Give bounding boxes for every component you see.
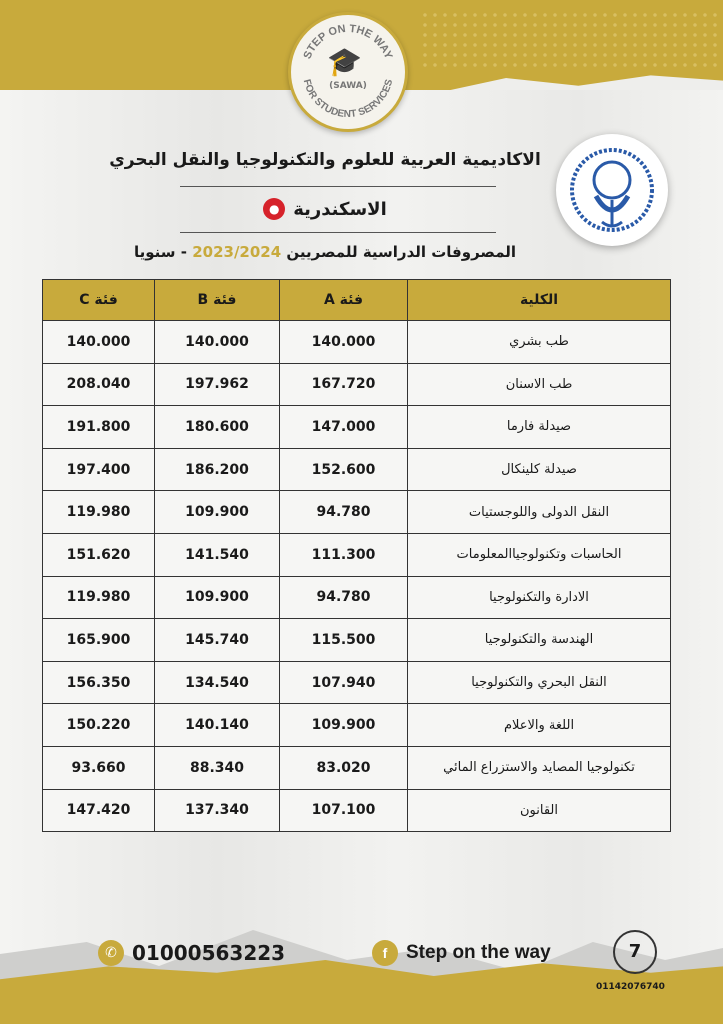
city-heading [60,198,590,220]
phone-icon: ✆ [98,940,124,966]
college-name: صيدلة كلينكال [408,448,671,491]
fee-category-a: 107.940 [280,661,408,704]
fee-category-b: 140.000 [155,321,280,364]
fee-category-c: 119.980 [43,576,155,619]
header-category-b: فئة B [155,280,280,321]
table-header-row [43,280,671,321]
fee-category-c: 165.900 [43,619,155,662]
fee-category-c: 140.000 [43,321,155,364]
facebook-name: Step on the way [406,942,551,963]
fee-category-a: 152.600 [280,448,408,491]
facebook-contact [372,940,551,966]
fee-category-b: 145.740 [155,619,280,662]
phone-contact [98,940,285,966]
fee-category-c: 191.800 [43,406,155,449]
fee-category-c: 208.040 [43,363,155,406]
logo-middle-text: (SAWA) [329,81,367,91]
institution-title: الاكاديمية العربية للعلوم والتكنولوجيا والنقل البحري [109,150,541,170]
phone-number: 01000563223 [132,941,286,965]
fee-category-b: 180.600 [155,406,280,449]
fee-category-c: 197.400 [43,448,155,491]
college-name: القانون [408,789,671,832]
table-row [43,576,671,619]
fee-category-c: 151.620 [43,533,155,576]
college-name: الادارة والتكنولوجيا [408,576,671,619]
fee-category-b: 197.962 [155,363,280,406]
fee-category-c: 147.420 [43,789,155,832]
table-row [43,406,671,449]
fees-table [42,279,671,832]
table-row [43,704,671,747]
table-row [43,448,671,491]
table-row [43,789,671,832]
college-name: تكنولوجيا المصايد والاستزراع المائي [408,746,671,789]
fee-category-b: 134.540 [155,661,280,704]
fee-category-b: 109.900 [155,491,280,534]
fee-category-b: 109.900 [155,576,280,619]
fee-category-a: 83.020 [280,746,408,789]
table-row [43,661,671,704]
sawa-logo [288,12,408,132]
fee-category-b: 140.140 [155,704,280,747]
fees-subtitle [60,243,590,261]
header-category-a: فئة A [280,280,408,321]
fee-category-a: 94.780 [280,576,408,619]
academic-year: 2023/2024 [192,243,282,261]
graduation-cap-icon: 🎓 [327,45,362,78]
college-name: الحاسبات وتكنولوجياالمعلومات [408,533,671,576]
divider [180,186,496,187]
table-row [43,533,671,576]
fee-category-a: 109.900 [280,704,408,747]
table-row [43,746,671,789]
college-name: طب بشري [408,321,671,364]
fee-category-c: 156.350 [43,661,155,704]
fee-category-a: 147.000 [280,406,408,449]
header-college: الكلية [408,280,671,321]
table-row [43,619,671,662]
college-name: اللغة والاعلام [408,704,671,747]
location-pin-icon: ● [263,198,285,220]
fee-category-a: 107.100 [280,789,408,832]
table-row [43,321,671,364]
header-category-c: فئة C [43,280,155,321]
table-row [43,491,671,534]
college-name: الهندسة والتكنولوجيا [408,619,671,662]
logo-bottom-text: FOR STUDENT SERVICES [300,78,396,121]
fee-category-b: 186.200 [155,448,280,491]
fee-category-a: 115.500 [280,619,408,662]
college-name: صيدلة فارما [408,406,671,449]
fee-category-b: 88.340 [155,746,280,789]
fee-category-c: 119.980 [43,491,155,534]
fee-category-a: 94.780 [280,491,408,534]
table-row [43,363,671,406]
fee-category-b: 137.340 [155,789,280,832]
fee-category-a: 167.720 [280,363,408,406]
logo-top-text: STEP ON THE WAY [301,22,395,61]
divider [180,232,496,233]
fee-category-b: 141.540 [155,533,280,576]
college-name: النقل البحري والتكنولوجيا [408,661,671,704]
city-name: الاسكندرية [293,198,387,220]
fee-category-c: 93.660 [43,746,155,789]
tp-phone: 01142076740 [596,982,665,992]
subtitle-suffix: - سنويا [133,243,187,261]
facebook-icon: f [372,940,398,966]
fee-category-c: 150.220 [43,704,155,747]
fee-category-a: 140.000 [280,321,408,364]
tp-logo: 7 [613,930,657,974]
college-name: طب الاسنان [408,363,671,406]
subtitle-prefix: المصروفات الدراسية للمصريين [286,243,517,261]
college-name: النقل الدولى واللوجستيات [408,491,671,534]
fee-category-a: 111.300 [280,533,408,576]
